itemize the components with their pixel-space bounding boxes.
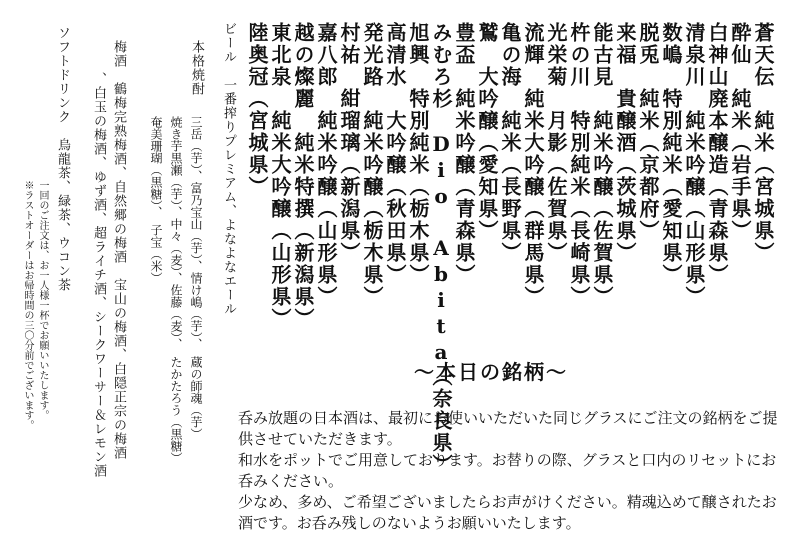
sake-item: 鷲 大吟醸（愛知県） [475,22,499,242]
sake-item: 蒼天伝 純米（宮城県） [751,22,775,264]
sake-item: 清泉川 純米吟醸（山形県） [682,22,706,308]
shochu-heading: 本格焼酎 [189,40,204,96]
sake-item: 流輝 純米大吟醸（群馬県） [521,22,545,308]
sake-item: 発光路 純米吟醸（栃木県） [360,22,384,308]
umeshu-line: 、白玉の梅酒、ゆず酒、超ライチ酒、シークワーサー＆レモン酒 [91,72,106,478]
sake-item: 白神山廃本醸造（青森県） [705,22,729,286]
notes-paragraph: 和水をポットでご用意しております。お替りの際、グラスと口内のリセットにお呑みください。 [238,451,777,490]
fine-print-line: 一回のご注文は、お一人様一杯でお願いいたします。 [37,180,48,420]
notes-paragraph: 呑み放題の日本酒は、最初にお使いいただいた同じグラスにご注文の銘柄をご提供させていただきます。 [238,409,778,448]
sake-item: 光栄菊 月影（佐賀県） [544,22,568,264]
sake-item: 越の燦麗 純米特撰（新潟県） [291,22,315,330]
sake-item: 嘉八郎 純米吟醸（山形県） [314,22,338,308]
sake-item: 東北泉 純米大吟醸（山形県） [268,22,292,330]
notes-paragraph: 少なめ、多め、ご希望ございましたらお声がけください。精魂込めて醸されたお酒です。お呑み残しのないようお願いいたします。 [238,493,777,532]
sake-item: 旭興 特別純米（栃木県） [406,22,430,286]
notes-block [238,408,778,534]
beer-line: ビール 一番搾りプレミアム、よなよなエール [221,22,236,316]
sake-item: 能古見 純米吟醸（佐賀県） [590,22,614,308]
sake-item: 数嶋 特別純米（愛知県） [659,22,683,286]
shochu-line: 三岳（芋）、富乃宝山（芋）、情け嶋（芋）、 蔵の師魂（芋） [189,116,203,440]
fine-print-line: ※ラストオーダーはお帰時間の三〇分前でございます。 [22,180,33,430]
sake-item: みむろ杉 Dio Abita（奈良県） [429,22,453,476]
shochu-line: 奄美珊瑚（黒糖）、 子宝（米） [149,116,163,284]
shochu-line: 焼き芋黒瀬（芋）、中々（麦）、佐藤（麦）、 たかたろう（黒糖） [169,116,183,464]
sake-item: 杵の川 特別純米（長崎県） [567,22,591,308]
sake-item: 脱兎 純米（京都府） [636,22,660,242]
sake-item: 酔仙 純米（岩手県） [728,22,752,242]
sake-item: 高清水 大吟醸（秋田県） [383,22,407,286]
sake-item: 亀の海 純米（長野県） [498,22,522,264]
sake-item: 村祐 紺瑠璃（新潟県） [337,22,361,264]
sake-item: 豊盃 純米吟醸（青森県） [452,22,476,286]
sake-item: 陸奥冠（宮城県） [245,22,269,198]
page-title: ～本日の銘柄～ [414,360,568,384]
umeshu-line: 梅酒 鶴梅完熟梅酒、自然郷の梅酒 宝山の梅酒、白隠正宗の梅酒 [111,40,126,460]
soft-drink-line: ソフトドリンク 烏龍茶、緑茶、ウコン茶 [55,26,70,292]
sake-item: 来福 貴醸酒（茨城県） [613,22,637,264]
